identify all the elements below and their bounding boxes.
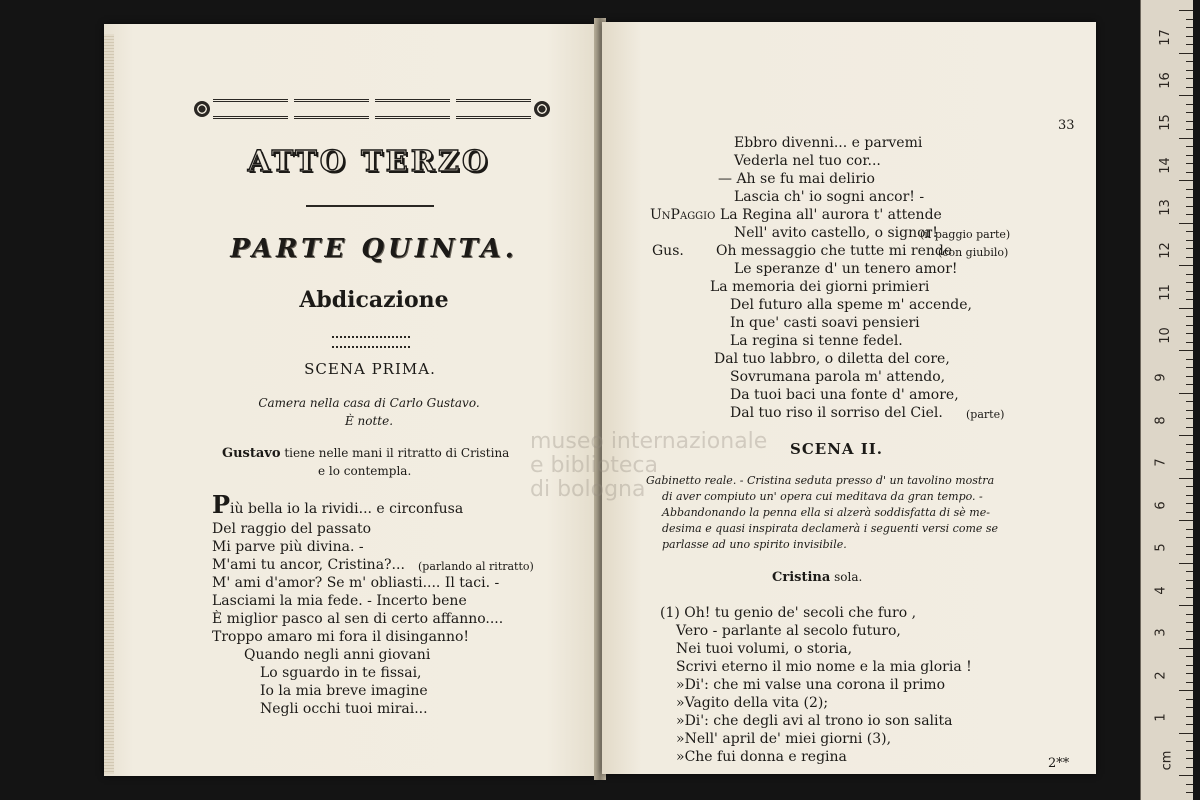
ruler-tick (1186, 452, 1193, 453)
ruler-tick (1186, 112, 1193, 113)
ruler-tick (1186, 639, 1193, 640)
verse-line: Negli occhi tuoi mirai... (260, 701, 428, 717)
ruler-number: 9 (1153, 373, 1169, 382)
ruler-tick (1179, 308, 1193, 309)
verse-line: La memoria dei giorni primieri (710, 279, 930, 295)
title-rule (306, 205, 434, 207)
ruler-number: 17 (1157, 29, 1173, 46)
ruler-tick (1186, 376, 1193, 377)
verse-line: Del futuro alla speme m' accende, (730, 297, 972, 313)
verse-line: »Di': che degli avi al trono io son salita (676, 713, 953, 729)
ruler-tick (1186, 588, 1193, 589)
ruler-tick (1186, 240, 1193, 241)
ruler-tick (1186, 367, 1193, 368)
aside: (con giubilo) (938, 246, 1009, 259)
verse-line: M'ami tu ancor, Cristina?... (212, 557, 405, 573)
ruler-tick (1186, 724, 1193, 725)
ruler-tick (1186, 699, 1193, 700)
verse-line: Del raggio del passato (212, 521, 372, 537)
ruler-number: 14 (1157, 156, 1173, 174)
ruler-tick (1186, 495, 1193, 496)
ruler-tick (1186, 214, 1193, 215)
ruler-tick (1179, 775, 1193, 776)
ruler-tick (1179, 138, 1193, 139)
drop-initial: P (212, 490, 231, 519)
verse-line: In que' casti soavi pensieri (730, 315, 920, 331)
character-heading: Cristina sola. (772, 570, 863, 585)
open-book (96, 18, 1096, 780)
library-watermark: museo internazionale e biblioteca di bologna (530, 429, 768, 502)
verse-line: Mi parve più divina. - (212, 539, 364, 555)
ruler-tick (1186, 316, 1193, 317)
character-name: Gustavo (222, 446, 281, 461)
ruler-tick (1179, 563, 1193, 564)
character-name: Cristina (772, 570, 831, 585)
verse-line: Lo sguardo in te fissai, (260, 665, 422, 681)
ruler-number: 16 (1157, 71, 1173, 89)
verse-line: — Ah se fu mai delirio (718, 171, 875, 187)
ruler-tick (1186, 27, 1193, 28)
setting-line: È notte. (344, 414, 394, 428)
ruler-number: 4 (1153, 585, 1169, 595)
ruler-tick (1186, 282, 1193, 283)
verse-line: Più bella io la rividi... e circonfusa (212, 490, 464, 519)
verse-line: Scrivi eterno il mio nome e la mia gloria ! (676, 659, 972, 675)
ruler-tick (1186, 19, 1193, 20)
ruler-tick (1186, 61, 1193, 62)
aside: (parte) (966, 408, 1005, 421)
verse-line: »Di': che mi valse una corona il primo (676, 677, 946, 693)
ruler-tick (1186, 682, 1193, 683)
ruler-tick (1186, 146, 1193, 147)
ruler-tick (1179, 223, 1193, 224)
ruler-tick (1186, 622, 1193, 623)
ruler-number: 2 (1153, 670, 1169, 680)
header-ornament (194, 98, 550, 120)
ruler-number: 7 (1153, 458, 1169, 467)
ruler-tick (1186, 206, 1193, 207)
ruler-tick (1186, 792, 1193, 793)
verse-line: Troppo amaro mi fora il disinganno! (212, 629, 470, 645)
ruler-tick (1186, 571, 1193, 572)
verse-line: Quando negli anni giovani (244, 647, 431, 663)
ruler-number: 8 (1153, 415, 1169, 425)
ruler-tick (1186, 163, 1193, 164)
ruler-tick (1186, 597, 1193, 598)
setting-line: desima e quasi inspirata declamerà i seguenti versi come se (662, 522, 999, 535)
ruler-tick (1186, 197, 1193, 198)
ruler-tick (1186, 342, 1193, 343)
ruler-tick (1186, 580, 1193, 581)
setting-line: Gabinetto reale. - Cristina seduta presso d' un tavolino mostra (646, 474, 995, 487)
verse-line: Le speranze d' un tenero amor! (734, 261, 958, 277)
ruler-tick (1186, 665, 1193, 666)
ruler-tick (1179, 478, 1193, 479)
ruler-tick (1186, 70, 1193, 71)
verse-line: Da tuoi baci una fonte d' amore, (730, 387, 959, 403)
verse-line: »Che fui donna e regina (676, 749, 847, 765)
ruler-number: 10 (1157, 326, 1173, 344)
ruler-tick (1186, 503, 1193, 504)
ruler-tick (1186, 87, 1193, 88)
ruler-number: 12 (1157, 241, 1173, 259)
ruler-tick (1186, 333, 1193, 334)
ruler-tick (1186, 741, 1193, 742)
ruler-tick (1179, 648, 1193, 649)
aside: (il paggio parte) (920, 228, 1011, 241)
subtitle: Abdicazione (299, 287, 449, 313)
ruler-tick (1186, 707, 1193, 708)
verse-line: Nei tuoi volumi, o storia, (676, 641, 853, 657)
left-page (104, 24, 596, 776)
ruler-tick (1186, 172, 1193, 173)
page-edges (104, 34, 114, 774)
setting-line: parlasse ad uno spirito invisibile. (662, 538, 847, 551)
verse-line: (1) Oh! tu genio de' secoli che furo , (660, 605, 917, 621)
ruler-number: 11 (1157, 284, 1173, 301)
setting-line: Camera nella casa di Carlo Gustavo. (258, 396, 480, 410)
ruler-tick (1186, 36, 1193, 37)
ruler-tick (1186, 767, 1193, 768)
ruler-tick (1186, 427, 1193, 428)
ruler-tick (1186, 291, 1193, 292)
ruler-tick (1186, 325, 1193, 326)
ruler-tick (1186, 469, 1193, 470)
part-title: PARTE QUINTA. (230, 234, 518, 264)
ruler-tick (1186, 231, 1193, 232)
ruler-tick (1186, 529, 1193, 530)
ruler-tick (1186, 461, 1193, 462)
verse-line: La regina si tenne fedel. (730, 333, 903, 349)
verse-line: Dal tuo riso il sorriso del Ciel. (730, 405, 943, 421)
signature-mark: 2** (1048, 756, 1070, 771)
ruler-tick (1186, 121, 1193, 122)
ruler-tick (1186, 359, 1193, 360)
measuring-ruler (1140, 0, 1193, 800)
verse-line: È miglior pasco al sen di certo affanno.... (212, 611, 504, 627)
ruler-tick (1186, 486, 1193, 487)
right-page (602, 22, 1096, 774)
verse-line: M' ami d'amor? Se m' obliasti.... Il taci. - (212, 575, 500, 591)
ruler-tick (1179, 733, 1193, 734)
ruler-tick (1179, 350, 1193, 351)
ruler-tick (1179, 265, 1193, 266)
act-title: ATTO TERZO (247, 144, 491, 178)
verse-line: Ebbro divenni... e parvemi (734, 135, 923, 151)
verse-line: Dal tuo labbro, o diletta del core, (714, 351, 950, 367)
ruler-tick (1179, 520, 1193, 521)
ruler-number: 13 (1157, 199, 1173, 216)
verse-line: Vederla nel tuo cor... (734, 153, 881, 169)
ruler-tick (1186, 104, 1193, 105)
verse-line: Oh messaggio che tutte mi rende (716, 243, 953, 259)
ruler-tick (1186, 537, 1193, 538)
ruler-tick (1186, 410, 1193, 411)
ruler-tick (1186, 546, 1193, 547)
stage-direction: e lo contempla. (318, 464, 412, 478)
ruler-tick (1186, 758, 1193, 759)
ruler-number: 15 (1157, 114, 1173, 131)
ruler-number: cm (1159, 750, 1175, 770)
verse-line: Sovrumana parola m' attendo, (730, 369, 946, 385)
speaker-name: UnPaggio (650, 207, 716, 223)
ruler-tick (1186, 257, 1193, 258)
ruler-number: 1 (1153, 713, 1169, 722)
ruler-tick (1186, 129, 1193, 130)
ruler-tick (1179, 393, 1193, 394)
page-number: 33 (1058, 118, 1075, 133)
ruler-tick (1186, 248, 1193, 249)
ruler-tick (1186, 614, 1193, 615)
verse-line: »Vagito della vita (2); (676, 695, 829, 711)
verse-line: Lascia ch' io sogni ancor! - (734, 189, 925, 205)
ruler-tick (1179, 435, 1193, 436)
ruler-tick (1186, 716, 1193, 717)
ruler-tick (1186, 384, 1193, 385)
ruler-tick (1186, 444, 1193, 445)
stage-direction: Gustavo tiene nelle mani il ritratto di Cristina (222, 446, 510, 461)
ruler-tick (1186, 750, 1193, 751)
ruler-tick (1179, 690, 1193, 691)
ruler-tick (1186, 155, 1193, 156)
ruler-tick (1186, 673, 1193, 674)
verse-line: Lasciami la mia fede. - Incerto bene (212, 593, 467, 609)
ruler-tick (1179, 95, 1193, 96)
ruler-number: 5 (1153, 543, 1169, 552)
ruler-tick (1186, 418, 1193, 419)
ruler-number: 6 (1153, 500, 1169, 510)
ruler-tick (1186, 784, 1193, 785)
verse-line: »Nell' april de' miei giorni (3), (676, 731, 892, 747)
ruler-tick (1186, 299, 1193, 300)
ruler-tick (1179, 53, 1193, 54)
ruler-tick (1186, 44, 1193, 45)
verse-line: La Regina all' aurora t' attende (720, 207, 942, 223)
ruler-tick (1186, 554, 1193, 555)
verse-line: Vero - parlante al secolo futuro, (676, 623, 901, 639)
ruler-tick (1186, 78, 1193, 79)
ruler-tick (1186, 512, 1193, 513)
ruler-tick (1179, 180, 1193, 181)
ruler-tick (1186, 189, 1193, 190)
ruler-tick (1186, 656, 1193, 657)
aside: (parlando al ritratto) (418, 560, 534, 573)
verse-line: Nell' avito castello, o signor! (734, 225, 938, 241)
speaker-name: Gus. (652, 243, 684, 259)
ruler-tick (1186, 274, 1193, 275)
ruler-tick (1179, 605, 1193, 606)
setting-line: Abbandonando la penna ella si alzerà soddisfatta di sè me- (662, 506, 990, 519)
setting-line: di aver compiuto un' opera cui meditava da gran tempo. - (662, 490, 983, 503)
small-ornament (332, 336, 410, 348)
ruler-tick (1179, 10, 1193, 11)
verse-line: Io la mia breve imagine (260, 683, 428, 699)
ruler-tick (1186, 631, 1193, 632)
ruler-number: 3 (1153, 628, 1169, 637)
scene-title: SCENA II. (790, 440, 884, 458)
ruler-tick (1186, 401, 1193, 402)
scene-title: SCENA PRIMA. (304, 360, 436, 378)
